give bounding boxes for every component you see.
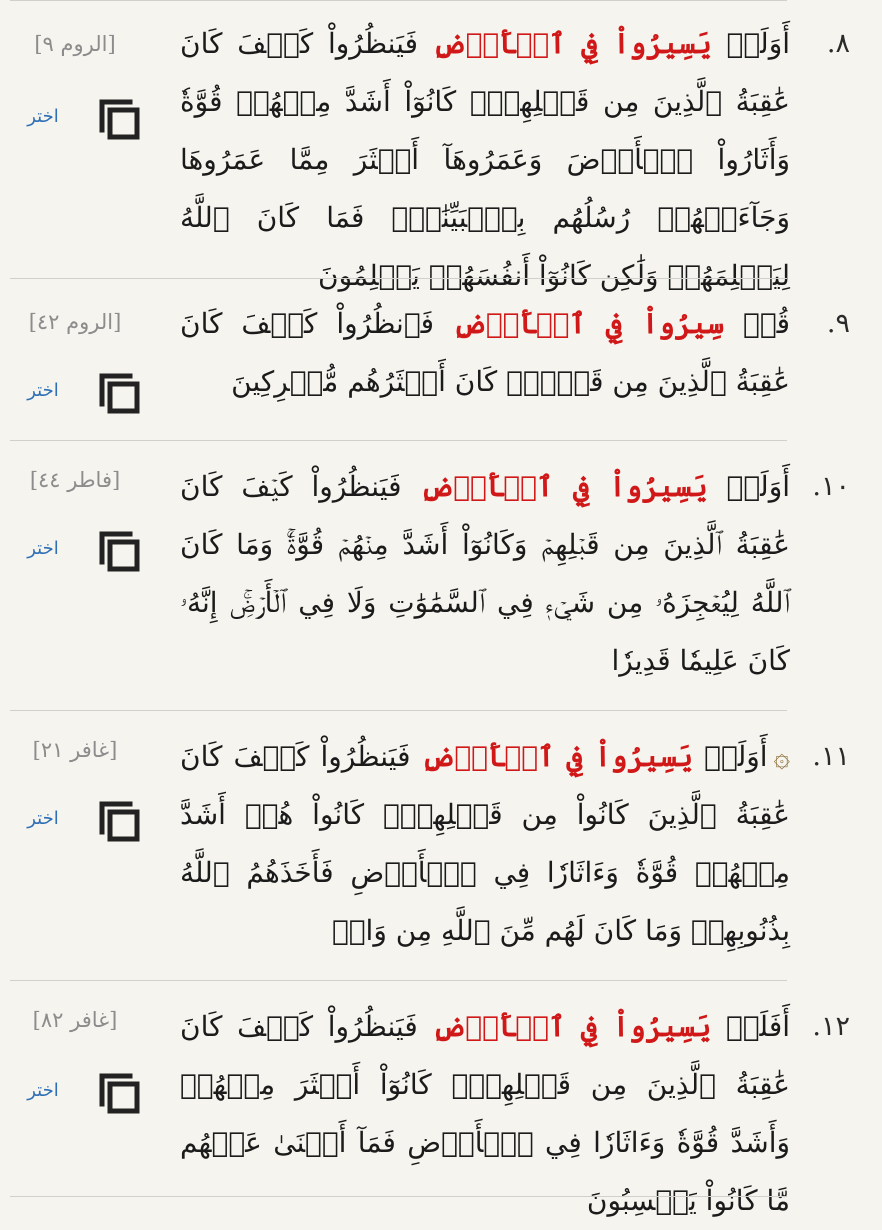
surah-reference: [فاطر ٤٤] xyxy=(29,468,121,492)
verse-suffix: فَيَنظُرُواْ كَيۡفَ كَانَ عَٰقِبَةُ ٱلَّذِينَ مِن قَبۡلِهِمۡۚ كَانُوٓاْ أَكۡثَرَ مِنۡهُمۡ وَأَشَدَّ قُوَّةٗ وَءَاثَارٗا فِي ٱلۡأَرۡضِ فَمَآ أَغۡنَىٰ عَنۡهُم مَّا كَانُواْ يَكۡسِبُونَ xyxy=(180,1010,790,1217)
result-number: ٩. xyxy=(826,308,850,339)
result-number: ١١. xyxy=(812,741,850,772)
divider xyxy=(10,1196,787,1197)
verse-text[interactable] xyxy=(180,458,790,690)
copy-icon xyxy=(96,798,142,844)
result-item xyxy=(0,440,882,710)
select-link[interactable]: اختر xyxy=(27,808,59,829)
verse-suffix: فَيَنظُرُواْ كَيۡفَ كَانَ عَٰقِبَةُ ٱلَّذِينَ مِن قَبۡلِهِمۡۚ كَانُوٓاْ أَشَدَّ مِنۡهُمۡ قُوَّةٗ وَأَثَارُواْ ٱلۡأَرۡضَ وَعَمَرُوهَآ أَكۡثَرَ مِمَّا عَمَرُوهَا وَجَآءَتۡهُمۡ رُسُلُهُم بِٱلۡبَيِّنَٰتِۖ فَمَا كَانَ ٱللَّهُ لِيَظۡلِمَهُمۡ وَلَٰكِن كَانُوٓاْ أَنفُسَهُمۡ يَظۡلِمُونَ xyxy=(180,27,790,292)
search-match: يَسِيرُواْ فِي ٱلۡأَرۡضِ xyxy=(421,740,694,773)
verse-prefix: قُلۡ xyxy=(724,307,791,340)
copy-icon xyxy=(96,96,142,142)
verse-text[interactable] xyxy=(180,295,790,411)
surah-reference: [الروم ٩] xyxy=(34,32,116,56)
verse-text[interactable] xyxy=(180,15,790,305)
copy-icon xyxy=(96,370,142,416)
search-match: يَسِيرُواْ فِي ٱلۡأَرۡضِ xyxy=(420,470,708,503)
result-item xyxy=(0,980,882,1217)
copy-button[interactable] xyxy=(96,1070,142,1116)
copy-button[interactable] xyxy=(96,370,142,416)
copy-icon xyxy=(96,1070,142,1116)
copy-button[interactable] xyxy=(96,798,142,844)
result-item xyxy=(0,710,882,980)
result-item xyxy=(0,0,882,292)
search-match: يَسِيرُواْ فِي ٱلۡأَرۡضِ xyxy=(432,27,712,60)
result-number: ١٢. xyxy=(812,1011,850,1042)
surah-reference: [غافر ٨٢] xyxy=(32,1008,118,1032)
search-match: سِيرُواْ فِي ٱلۡأَرۡضِ xyxy=(453,307,725,340)
select-link[interactable]: اختر xyxy=(27,106,59,127)
verse-prefix: أَوَلَمۡ xyxy=(711,27,790,60)
search-match: يَسِيرُواْ فِي ٱلۡأَرۡضِ xyxy=(432,1010,712,1043)
verse-prefix: أَوَلَمۡ xyxy=(693,740,768,773)
verse-prefix: أَوَلَمۡ xyxy=(707,470,790,503)
result-item xyxy=(0,278,882,440)
copy-button[interactable] xyxy=(96,96,142,142)
verse-suffix: فَيَنظُرُواْ كَيۡفَ كَانَ عَٰقِبَةُ ٱلَّذِينَ كَانُواْ مِن قَبۡلِهِمۡۚ كَانُواْ هُمۡ أَشَدَّ مِنۡهُمۡ قُوَّةٗ وَءَاثَارٗا فِي ٱلۡأَرۡضِ فَأَخَذَهُمُ ٱللَّهُ بِذُنُوبِهِمۡ وَمَا كَانَ لَهُم مِّنَ ٱللَّهِ مِن وَاقٖ xyxy=(180,740,790,947)
verse-text[interactable] xyxy=(180,728,790,960)
surah-reference: [الروم ٤٢] xyxy=(28,310,122,334)
rub-el-hizb-icon: ۞ xyxy=(773,740,790,773)
surah-reference: [غافر ٢١] xyxy=(32,738,118,762)
copy-button[interactable] xyxy=(96,528,142,574)
result-number: ٨. xyxy=(826,28,850,59)
verse-suffix: فَٱنظُرُواْ كَيۡفَ كَانَ عَٰقِبَةُ ٱلَّذِينَ مِن قَبۡلُۚ كَانَ أَكۡثَرُهُم مُّشۡرِكِينَ xyxy=(180,307,790,398)
select-link[interactable]: اختر xyxy=(27,1080,59,1101)
select-link[interactable]: اختر xyxy=(27,380,59,401)
select-link[interactable]: اختر xyxy=(27,538,59,559)
verse-prefix: أَفَلَمۡ xyxy=(711,1010,790,1043)
copy-icon xyxy=(96,528,142,574)
verse-suffix: فَيَنظُرُواْ كَيۡفَ كَانَ عَٰقِبَةُ ٱلَّذِينَ مِن قَبۡلِهِمۡ وَكَانُوٓاْ أَشَدَّ مِنۡهُمۡ قُوَّةٗۚ وَمَا كَانَ ٱللَّهُ لِيُعۡجِزَهُۥ مِن شَيۡءٖ فِي ٱلسَّمَٰوَٰتِ وَلَا فِي ٱلۡأَرۡضِۚ إِنَّهُۥ كَانَ عَلِيمٗا قَدِيرٗا xyxy=(180,470,790,677)
result-number: ١٠. xyxy=(812,471,850,502)
